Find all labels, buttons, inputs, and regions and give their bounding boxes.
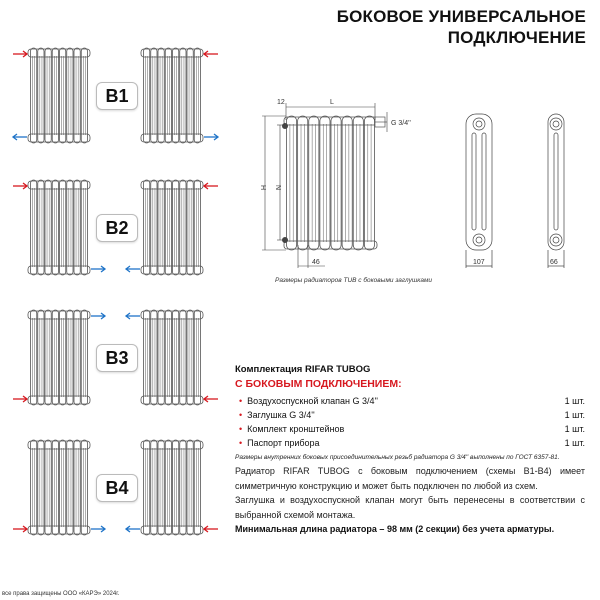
kit-item xyxy=(235,394,585,408)
kit-note: Размеры внутренних боковых присоединительных резьб радиатора G 3/4'' выполнены по ГОСТ 6357-81. xyxy=(235,454,560,461)
radiator-left xyxy=(28,48,90,143)
dim-center: N xyxy=(274,185,281,191)
front-view-radiator xyxy=(282,116,385,250)
radiator-left xyxy=(28,440,90,535)
kit-item-qty: 1 шт. xyxy=(564,396,585,406)
dim-thread: G 3/4'' xyxy=(391,120,411,127)
kit-section xyxy=(235,364,585,461)
outlet-arrow-icon xyxy=(126,313,140,319)
scheme-label: B1 xyxy=(96,82,138,110)
drawing-caption: Размеры радиаторов TUB с боковыми заглушками xyxy=(275,277,433,284)
bullet-icon: • xyxy=(239,396,243,406)
dim-depth-66: 66 xyxy=(550,259,558,266)
dim-height: H xyxy=(259,185,266,191)
inlet-arrow-icon xyxy=(13,396,27,402)
kit-item-name: Заглушка G 3/4'' xyxy=(247,410,315,420)
inlet-arrow-icon xyxy=(204,526,218,532)
side-view-3col xyxy=(466,114,492,268)
outlet-arrow-icon xyxy=(126,266,140,272)
outlet-arrow-icon xyxy=(91,313,105,319)
kit-item xyxy=(235,408,585,422)
scheme-label: B4 xyxy=(96,474,138,502)
kit-item-name: Комплект кронштейнов xyxy=(247,424,345,434)
radiator-left xyxy=(28,310,90,405)
dim-offset: 12 xyxy=(277,99,285,106)
bullet-icon: • xyxy=(239,424,243,434)
kit-subheading: С БОКОВЫМ ПОДКЛЮЧЕНИЕМ: xyxy=(235,378,402,390)
inlet-arrow-icon xyxy=(204,51,218,57)
kit-item-qty: 1 шт. xyxy=(564,438,585,448)
radiator-left xyxy=(28,180,90,275)
radiator-right xyxy=(141,310,203,405)
scheme-label: B3 xyxy=(96,344,138,372)
inlet-arrow-icon xyxy=(204,183,218,189)
kit-item xyxy=(235,436,585,450)
inlet-arrow-icon xyxy=(13,526,27,532)
bullet-icon: • xyxy=(239,410,243,420)
kit-item-name: Воздухоспускной клапан G 3/4'' xyxy=(247,396,378,406)
radiator-right xyxy=(141,440,203,535)
dimension-drawing xyxy=(250,90,600,280)
kit-item-qty: 1 шт. xyxy=(564,410,585,420)
bullet-icon: • xyxy=(239,438,243,448)
kit-item xyxy=(235,422,585,436)
inlet-arrow-icon xyxy=(13,183,27,189)
inlet-arrow-icon xyxy=(13,51,27,57)
radiator-right xyxy=(141,48,203,143)
radiator-right xyxy=(141,180,203,275)
side-view-2col xyxy=(548,114,564,268)
dim-depth-107: 107 xyxy=(473,259,485,266)
kit-heading: Комплектация RIFAR TUBOG xyxy=(235,364,371,375)
outlet-arrow-icon xyxy=(204,134,218,140)
inlet-arrow-icon xyxy=(204,396,218,402)
kit-item-name: Паспорт прибора xyxy=(247,438,320,448)
description: Радиатор RIFAR TUBOG с боковым подключением (схемы B1-B4) имеет симметричную конструкцию и может быть подключен по любой из схем. Заглушка и воздухоспускной клапан могут быть перенесены в соответствии с выбранной схемой монтажа. Минимальная длина радиатора – 98 мм (2 секции) без учета арматуры. xyxy=(235,466,585,534)
outlet-arrow-icon xyxy=(91,266,105,272)
copyright: все права защищены ООО «КАРЭ» 2024г. xyxy=(2,591,120,597)
dim-length: L xyxy=(330,99,334,106)
dim-pitch: 46 xyxy=(312,259,320,266)
page-title: БОКОВОЕ УНИВЕРСАЛЬНОЕ ПОДКЛЮЧЕНИЕ xyxy=(336,7,586,47)
outlet-arrow-icon xyxy=(13,134,27,140)
outlet-arrow-icon xyxy=(91,526,105,532)
outlet-arrow-icon xyxy=(126,526,140,532)
scheme-label: B2 xyxy=(96,214,138,242)
kit-item-qty: 1 шт. xyxy=(564,424,585,434)
